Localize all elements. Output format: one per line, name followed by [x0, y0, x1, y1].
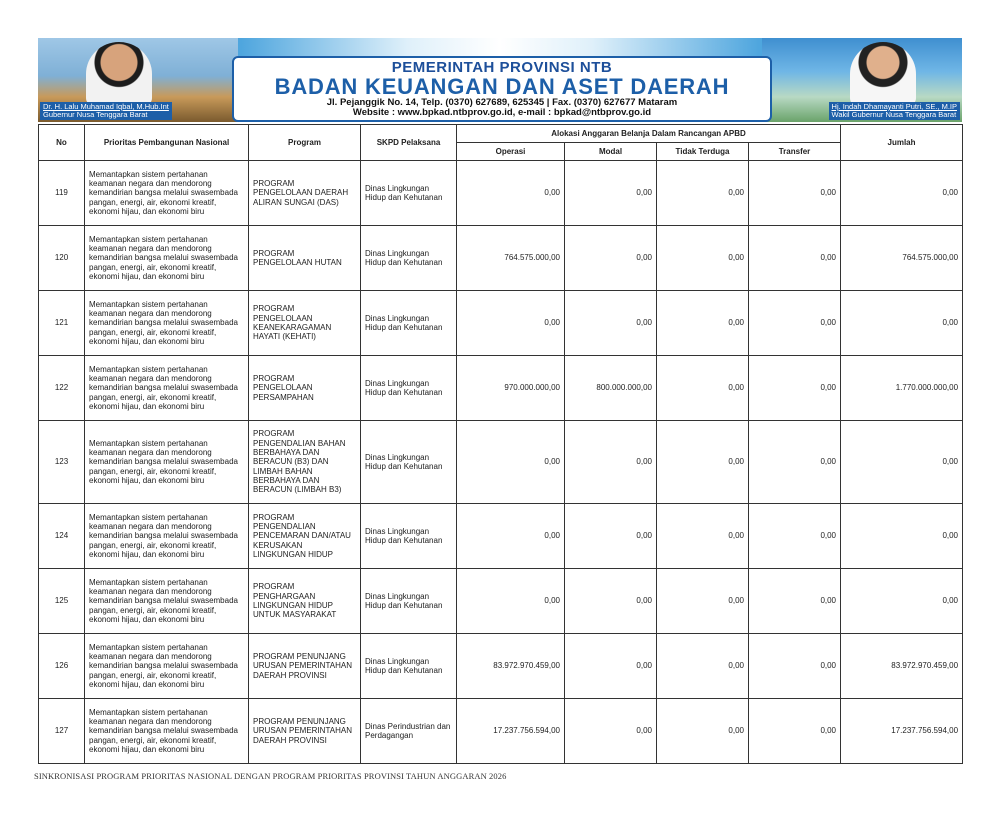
vice-governor-title: Wakil Gubernur Nusa Tenggara Barat [831, 110, 957, 119]
cell-skpd: Dinas Perindustrian dan Perdagangan [361, 699, 457, 764]
cell-tidak-terduga: 0,00 [657, 634, 749, 699]
cell-jumlah: 83.972.970.459,00 [841, 634, 963, 699]
cell-tidak-terduga: 0,00 [657, 504, 749, 569]
cell-modal: 0,00 [565, 699, 657, 764]
cell-operasi: 83.972.970.459,00 [457, 634, 565, 699]
cell-prioritas: Memantapkan sistem pertahanan keamanan negara dan mendorong kemandirian bangsa melalui swasembada pangan, energi, air, ekonomi kreatif, ekonomi hijau, dan ekonomi biru [85, 569, 249, 634]
cell-operasi: 0,00 [457, 504, 565, 569]
cell-no: 122 [39, 356, 85, 421]
table-row [39, 504, 963, 569]
col-no: No [39, 125, 85, 161]
website: Website : www.bpkad.ntbprov.go.id, e-mail : bpkad@ntbprov.go.id [352, 107, 652, 118]
table-row [39, 421, 963, 504]
vice-governor-caption [829, 102, 960, 120]
cell-tidak-terduga: 0,00 [657, 226, 749, 291]
cell-no: 124 [39, 504, 85, 569]
cell-jumlah: 0,00 [841, 569, 963, 634]
cell-transfer: 0,00 [749, 421, 841, 504]
cell-transfer: 0,00 [749, 291, 841, 356]
col-skpd: SKPD Pelaksana [361, 125, 457, 161]
cell-no: 123 [39, 421, 85, 504]
org-line2: BADAN KEUANGAN DAN ASET DAERAH [274, 74, 730, 99]
cell-tidak-terduga: 0,00 [657, 291, 749, 356]
cell-program: PROGRAM PENGELOLAAN KEANEKARAGAMAN HAYATI (KEHATI) [249, 291, 361, 356]
cell-skpd: Dinas Lingkungan Hidup dan Kehutanan [361, 504, 457, 569]
cell-skpd: Dinas Lingkungan Hidup dan Kehutanan [361, 569, 457, 634]
cell-transfer: 0,00 [749, 226, 841, 291]
cell-tidak-terduga: 0,00 [657, 569, 749, 634]
cell-no: 125 [39, 569, 85, 634]
cell-no: 119 [39, 161, 85, 226]
cell-jumlah: 0,00 [841, 161, 963, 226]
cell-operasi: 0,00 [457, 161, 565, 226]
cell-no: 126 [39, 634, 85, 699]
cell-program: PROGRAM PENUNJANG URUSAN PEMERINTAHAN DAERAH PROVINSI [249, 699, 361, 764]
table-row [39, 161, 963, 226]
col-tidak-terduga: Tidak Terduga [657, 143, 749, 161]
table-row [39, 356, 963, 421]
cell-operasi: 970.000.000,00 [457, 356, 565, 421]
cell-transfer: 0,00 [749, 504, 841, 569]
cell-skpd: Dinas Lingkungan Hidup dan Kehutanan [361, 634, 457, 699]
cell-transfer: 0,00 [749, 699, 841, 764]
cell-transfer: 0,00 [749, 634, 841, 699]
cell-prioritas: Memantapkan sistem pertahanan keamanan negara dan mendorong kemandirian bangsa melalui swasembada pangan, energi, air, ekonomi kreatif, ekonomi hijau, dan ekonomi biru [85, 634, 249, 699]
cell-prioritas: Memantapkan sistem pertahanan keamanan negara dan mendorong kemandirian bangsa melalui swasembada pangan, energi, air, ekonomi kreatif, ekonomi hijau, dan ekonomi biru [85, 356, 249, 421]
cell-jumlah: 0,00 [841, 291, 963, 356]
letterhead [232, 56, 772, 122]
cell-modal: 0,00 [565, 569, 657, 634]
cell-jumlah: 0,00 [841, 504, 963, 569]
cell-no: 121 [39, 291, 85, 356]
cell-modal: 0,00 [565, 504, 657, 569]
vice-governor-name: Hj. Indah Dhamayanti Putri, SE., M.IP [831, 102, 957, 111]
cell-skpd: Dinas Lingkungan Hidup dan Kehutanan [361, 291, 457, 356]
cell-tidak-terduga: 0,00 [657, 699, 749, 764]
cell-transfer: 0,00 [749, 161, 841, 226]
cell-modal: 0,00 [565, 291, 657, 356]
cell-skpd: Dinas Lingkungan Hidup dan Kehutanan [361, 356, 457, 421]
col-alokasi: Alokasi Anggaran Belanja Dalam Rancangan APBD [457, 125, 841, 143]
table-row [39, 569, 963, 634]
table-row [39, 699, 963, 764]
col-prioritas: Prioritas Pembangunan Nasional [85, 125, 249, 161]
cell-program: PROGRAM PENGELOLAAN DAERAH ALIRAN SUNGAI (DAS) [249, 161, 361, 226]
cell-prioritas: Memantapkan sistem pertahanan keamanan negara dan mendorong kemandirian bangsa melalui swasembada pangan, energi, air, ekonomi kreatif, ekonomi hijau, dan ekonomi biru [85, 226, 249, 291]
cell-program: PROGRAM PENGENDALIAN PENCEMARAN DAN/ATAU KERUSAKAN LINGKUNGAN HIDUP [249, 504, 361, 569]
cell-skpd: Dinas Lingkungan Hidup dan Kehutanan [361, 161, 457, 226]
cell-operasi: 764.575.000,00 [457, 226, 565, 291]
cell-no: 120 [39, 226, 85, 291]
col-modal: Modal [565, 143, 657, 161]
cell-operasi: 0,00 [457, 421, 565, 504]
header-banner [38, 38, 962, 122]
cell-prioritas: Memantapkan sistem pertahanan keamanan negara dan mendorong kemandirian bangsa melalui swasembada pangan, energi, air, ekonomi kreatif, ekonomi hijau, dan ekonomi biru [85, 699, 249, 764]
col-jumlah: Jumlah [841, 125, 963, 161]
org-line1: PEMERINTAH PROVINSI NTB [391, 59, 613, 76]
cell-transfer: 0,00 [749, 569, 841, 634]
governor-title: Gubernur Nusa Tenggara Barat [43, 110, 148, 119]
governor-portrait [86, 42, 152, 106]
cell-jumlah: 17.237.756.594,00 [841, 699, 963, 764]
cell-prioritas: Memantapkan sistem pertahanan keamanan negara dan mendorong kemandirian bangsa melalui swasembada pangan, energi, air, ekonomi kreatif, ekonomi hijau, dan ekonomi biru [85, 421, 249, 504]
cell-prioritas: Memantapkan sistem pertahanan keamanan negara dan mendorong kemandirian bangsa melalui swasembada pangan, energi, air, ekonomi kreatif, ekonomi hijau, dan ekonomi biru [85, 161, 249, 226]
cell-prioritas: Memantapkan sistem pertahanan keamanan negara dan mendorong kemandirian bangsa melalui swasembada pangan, energi, air, ekonomi kreatif, ekonomi hijau, dan ekonomi biru [85, 504, 249, 569]
cell-operasi: 0,00 [457, 291, 565, 356]
cell-no: 127 [39, 699, 85, 764]
header-row [39, 125, 963, 143]
cell-modal: 0,00 [565, 161, 657, 226]
col-transfer: Transfer [749, 143, 841, 161]
cell-tidak-terduga: 0,00 [657, 161, 749, 226]
cell-program: PROGRAM PENGHARGAAN LINGKUNGAN HIDUP UNTUK MASYARAKAT [249, 569, 361, 634]
table-row [39, 634, 963, 699]
cell-tidak-terduga: 0,00 [657, 356, 749, 421]
governor-caption [40, 102, 172, 120]
cell-modal: 0,00 [565, 634, 657, 699]
cell-program: PROGRAM PENGELOLAAN PERSAMPAHAN [249, 356, 361, 421]
budget-table [38, 124, 963, 764]
governor-name: Dr. H. Lalu Muhamad Iqbal, M.Hub.Int [43, 102, 169, 111]
cell-operasi: 0,00 [457, 569, 565, 634]
cell-modal: 800.000.000,00 [565, 356, 657, 421]
col-program: Program [249, 125, 361, 161]
cell-tidak-terduga: 0,00 [657, 421, 749, 504]
cell-skpd: Dinas Lingkungan Hidup dan Kehutanan [361, 226, 457, 291]
cell-program: PROGRAM PENGELOLAAN HUTAN [249, 226, 361, 291]
cell-program: PROGRAM PENGENDALIAN BAHAN BERBAHAYA DAN BERACUN (B3) DAN LIMBAH BAHAN BERBAHAYA DAN BERACUN (LIMBAH B3) [249, 421, 361, 504]
address: Jl. Pejanggik No. 14, Telp. (0370) 627689, 625345 | Fax. (0370) 627677 Mataram [326, 97, 678, 108]
cell-prioritas: Memantapkan sistem pertahanan keamanan negara dan mendorong kemandirian bangsa melalui swasembada pangan, energi, air, ekonomi kreatif, ekonomi hijau, dan ekonomi biru [85, 291, 249, 356]
cell-jumlah: 1.770.000.000,00 [841, 356, 963, 421]
cell-skpd: Dinas Lingkungan Hidup dan Kehutanan [361, 421, 457, 504]
table-row [39, 291, 963, 356]
cell-modal: 0,00 [565, 226, 657, 291]
footer-caption: SINKRONISASI PROGRAM PRIORITAS NASIONAL DENGAN PROGRAM PRIORITAS PROVINSI TAHUN ANGGARAN 2026 [34, 771, 507, 781]
cell-operasi: 17.237.756.594,00 [457, 699, 565, 764]
col-operasi: Operasi [457, 143, 565, 161]
table-row [39, 226, 963, 291]
vice-governor-portrait [850, 42, 916, 106]
cell-jumlah: 764.575.000,00 [841, 226, 963, 291]
cell-modal: 0,00 [565, 421, 657, 504]
cell-transfer: 0,00 [749, 356, 841, 421]
cell-jumlah: 0,00 [841, 421, 963, 504]
cell-program: PROGRAM PENUNJANG URUSAN PEMERINTAHAN DAERAH PROVINSI [249, 634, 361, 699]
